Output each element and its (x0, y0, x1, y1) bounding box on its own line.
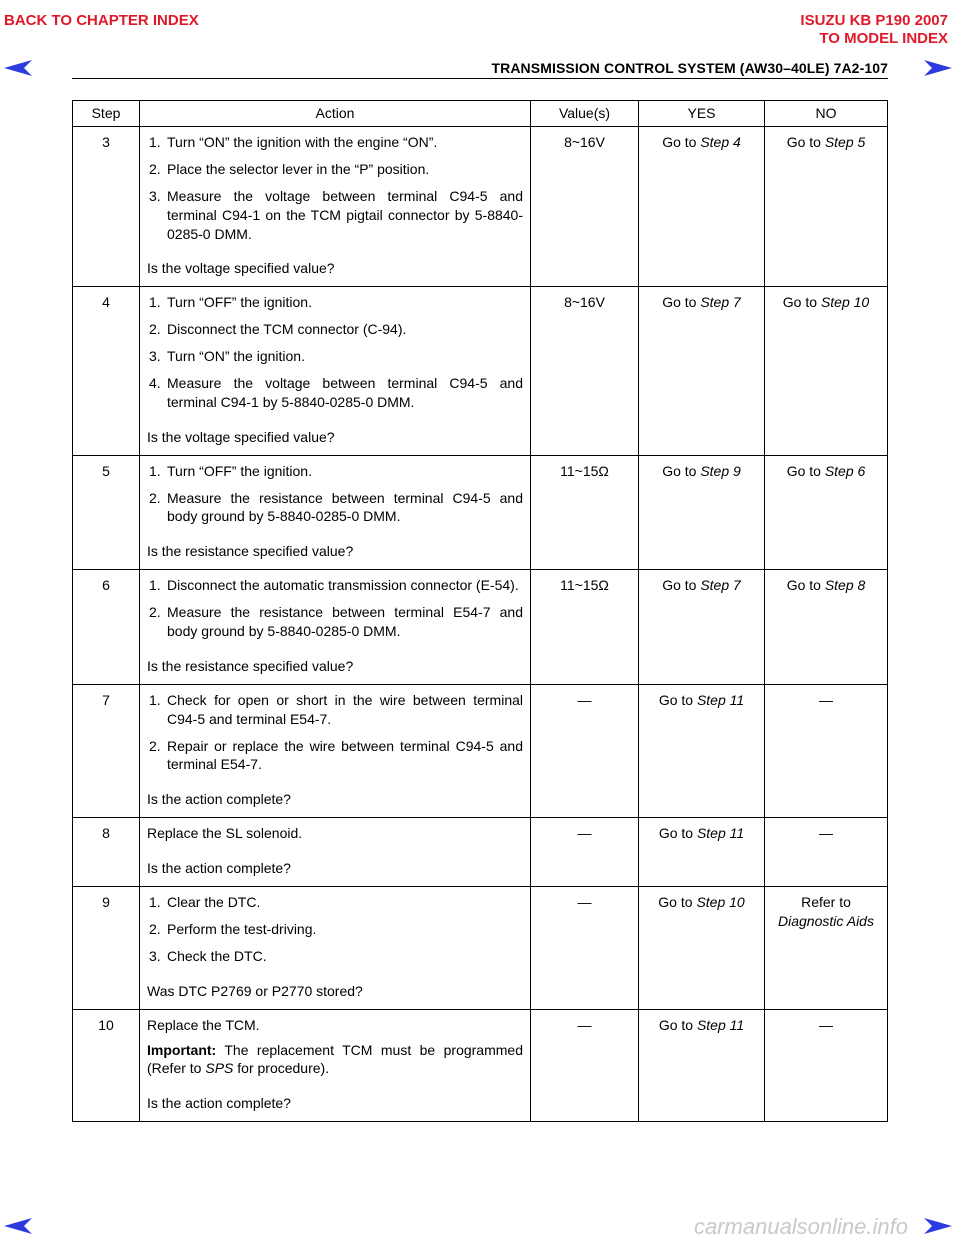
step-question: Is the action complete? (147, 860, 291, 877)
action-item: 1. Disconnect the automatic transmission connector (E-54). (149, 577, 519, 594)
table-row (73, 570, 888, 685)
yes-cell: Go to Step 7 (639, 570, 765, 685)
no-cell: Go to Step 10 (765, 287, 888, 455)
yes-step-link[interactable]: Step 11 (696, 825, 745, 842)
table-row (73, 127, 888, 287)
important-note: Important: The replacement TCM must be programmed (Refer to SPS for procedure). (147, 1041, 523, 1077)
action-item: 2. Place the selector lever in the “P” position. (149, 160, 430, 177)
step-number: 3 (73, 127, 140, 287)
value-cell: — (531, 887, 639, 1010)
step-number: 4 (73, 287, 140, 455)
action-item: 3. Check the DTC. (149, 947, 267, 964)
yes-cell: Go to Step 11 (639, 818, 765, 887)
next-page-arrow-icon[interactable] (924, 60, 952, 76)
action-cell (140, 1009, 531, 1122)
previous-page-arrow-icon-bottom[interactable] (4, 1218, 32, 1234)
step-number: 9 (73, 887, 140, 1010)
action-item: 2. Repair or replace the wire between terminal C94-5 and terminal E54-7. (149, 737, 523, 773)
no-step-link[interactable]: Step 8 (824, 577, 866, 594)
step-question: Is the resistance specified value? (147, 543, 354, 560)
to-model-index-link[interactable]: TO MODEL INDEX (819, 30, 948, 47)
action-item: 1. Check for open or short in the wire between terminal C94-5 and terminal E54-7. (149, 691, 523, 727)
watermark: carmanualsonline.info (693, 1214, 908, 1239)
table-row (73, 1009, 888, 1122)
yes-cell: Go to Step 11 (639, 684, 765, 817)
value-cell: 11~15Ω (531, 455, 639, 570)
action-cell (140, 818, 531, 887)
header-action: Action (140, 101, 531, 127)
yes-step-link[interactable]: Step 7 (700, 577, 741, 594)
action-item: 2. Perform the test-driving. (149, 920, 317, 937)
table-row (73, 684, 888, 817)
no-cell: — (765, 818, 888, 887)
action-text: Replace the TCM. (147, 1016, 260, 1033)
header-step: Step (73, 101, 140, 127)
value-cell: — (531, 818, 639, 887)
action-cell (140, 570, 531, 685)
header-no: NO (765, 101, 888, 127)
action-item: 1. Clear the DTC. (149, 894, 261, 911)
no-cell: — (765, 1009, 888, 1122)
action-item: 1. Turn “OFF” the ignition. (149, 294, 312, 311)
table-row (73, 887, 888, 1010)
value-cell: — (531, 684, 639, 817)
yes-cell: Go to Step 4 (639, 127, 765, 287)
diagnostic-steps-table (72, 100, 888, 1122)
yes-step-link[interactable]: Step 9 (700, 462, 741, 479)
page-header-title: TRANSMISSION CONTROL SYSTEM (AW30–40LE) 7A2-107 (491, 60, 888, 76)
no-cell: Refer to Diagnostic Aids (765, 887, 888, 1010)
step-number: 5 (73, 455, 140, 570)
no-cell: Go to Step 6 (765, 455, 888, 570)
action-cell (140, 287, 531, 455)
action-item: 2. Disconnect the TCM connector (C-94). (149, 321, 407, 338)
yes-cell: Go to Step 11 (639, 1009, 765, 1122)
action-item: 4. Measure the voltage between terminal C94-5 and terminal C94-1 by 5-8840-0285-0 DMM. (149, 375, 523, 410)
header-values: Value(s) (531, 101, 639, 127)
no-cell: Go to Step 5 (765, 127, 888, 287)
step-question: Is the resistance specified value? (147, 657, 354, 674)
step-number: 6 (73, 570, 140, 685)
yes-cell: Go to Step 10 (639, 887, 765, 1010)
step-number: 8 (73, 818, 140, 887)
action-item: 1. Turn “ON” the ignition with the engine “ON”. (149, 134, 438, 150)
next-page-arrow-icon-bottom[interactable] (924, 1218, 952, 1234)
action-cell (140, 455, 531, 570)
yes-cell: Go to Step 7 (639, 287, 765, 455)
step-question: Is the voltage specified value? (147, 428, 335, 445)
step-question: Is the action complete? (147, 791, 291, 808)
no-step-link[interactable]: Step 10 (820, 294, 870, 311)
table-row (73, 818, 888, 887)
step-question: Is the action complete? (147, 1095, 291, 1112)
value-cell: — (531, 1009, 639, 1122)
header-yes: YES (639, 101, 765, 127)
action-item: 2. Measure the resistance between terminal E54-7 and body ground by 5-8840-0285-0 DMM. (149, 604, 523, 640)
action-item: 3. Measure the voltage between terminal C94-5 and terminal C94-1 on the TCM pigtail connector by 5-8840-0285-0 DMM. (149, 187, 523, 242)
table-row (73, 287, 888, 455)
yes-step-link[interactable]: Step 11 (696, 1016, 745, 1033)
action-text: Replace the SL solenoid. (147, 825, 303, 842)
model-title-link[interactable]: ISUZU KB P190 2007 (800, 12, 948, 29)
header-rule (72, 78, 888, 79)
action-cell (140, 127, 531, 287)
back-to-chapter-index-link[interactable]: BACK TO CHAPTER INDEX (4, 12, 199, 29)
sps-reference[interactable]: SPS (205, 1060, 234, 1077)
value-cell: 8~16V (531, 127, 639, 287)
value-cell: 11~15Ω (531, 570, 639, 685)
table-row (73, 455, 888, 570)
diagnostic-aids-link[interactable]: Diagnostic Aids (778, 912, 874, 929)
step-number: 7 (73, 684, 140, 817)
yes-step-link[interactable]: Step 10 (696, 894, 745, 911)
action-cell (140, 684, 531, 817)
yes-step-link[interactable]: Step 11 (696, 691, 745, 708)
step-number: 10 (73, 1009, 140, 1122)
action-item: 3. Turn “ON” the ignition. (149, 348, 305, 365)
table-header-row (73, 101, 888, 127)
step-question: Was DTC P2769 or P2770 stored? (147, 982, 363, 999)
no-cell: — (765, 684, 888, 817)
action-item: 2. Measure the resistance between terminal C94-5 and body ground by 5-8840-0285-0 DMM. (149, 489, 523, 525)
no-step-link[interactable]: Step 5 (824, 134, 866, 150)
value-cell: 8~16V (531, 287, 639, 455)
no-cell: Go to Step 8 (765, 570, 888, 685)
action-item: 1. Turn “OFF” the ignition. (149, 462, 312, 479)
step-question: Is the voltage specified value? (147, 260, 335, 277)
yes-step-link[interactable]: Step 7 (700, 294, 741, 311)
action-cell (140, 887, 531, 1010)
yes-step-link[interactable]: Step 4 (700, 134, 741, 150)
yes-cell: Go to Step 9 (639, 455, 765, 570)
no-step-link[interactable]: Step 6 (824, 462, 866, 479)
previous-page-arrow-icon[interactable] (4, 60, 32, 76)
